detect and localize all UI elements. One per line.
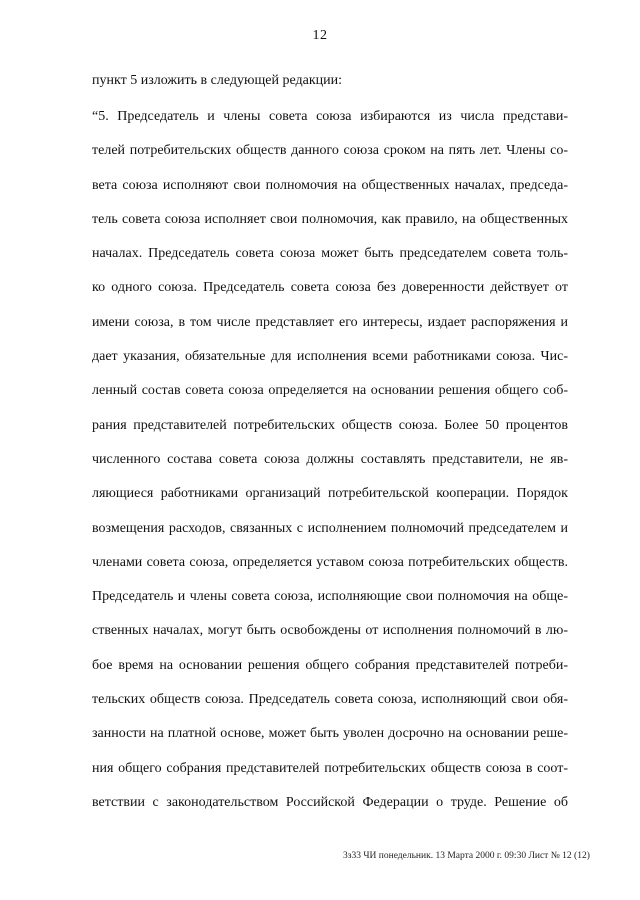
intro-line: пункт 5 изложить в следующей редакции: [92, 73, 342, 88]
text-line: “5. Председатель и члены совета союза избираются из числа представи- [92, 109, 568, 124]
text-line: ния общего собрания представителей потребительских обществ союза в соот- [92, 760, 568, 776]
text-line: вета союза исполняют свои полномочия на общественных началах, председа- [92, 177, 568, 193]
text-line: занности на платной основе, может быть уволен досрочно на основании реше- [92, 726, 568, 742]
paragraph-body [92, 107, 568, 827]
text-line: ветствии с законодательством Российской Федерации о труде. Решение об [92, 794, 568, 810]
text-line: телей потребительских обществ данного союза сроком на пять лет. Члены со- [92, 143, 568, 159]
text-line: тельских обществ союза. Председатель совета союза, исполняющий свои обя- [92, 692, 568, 708]
text-line: дает указания, обязательные для исполнения всеми работниками союза. Чис- [92, 349, 568, 365]
text-line: возмещения расходов, связанных с исполнением полномочий председателем и [92, 520, 568, 536]
page-footer: 3з33 ЧИ понедельник. 13 Марта 2000 г. 09:30 Лист № 12 (12) [343, 851, 590, 861]
text-line: началах. Председатель совета союза может быть председателем совета толь- [92, 246, 568, 262]
text-line: численного состава совета союза должны составлять представители, не яв- [92, 451, 568, 467]
text-line: рания представителей потребительских обществ союза. Более 50 процентов [92, 417, 568, 433]
text-line: ляющиеся работниками организаций потребительской кооперации. Порядок [92, 486, 568, 502]
text-line: членами совета союза, определяется уставом союза потребительских обществ. [92, 554, 568, 570]
text-line: ко одного союза. Председатель совета союза без доверенности действует от [92, 280, 568, 296]
page-number: 12 [312, 28, 328, 43]
text-line: тель совета союза исполняет свои полномочия, как правило, на общественных [92, 211, 568, 227]
text-line: бое время на основании решения общего собрания представителей потреби- [92, 657, 568, 673]
text-line: Председатель и члены совета союза, исполняющие свои полномочия на обще- [92, 589, 568, 605]
text-line: ственных началах, могут быть освобождены от исполнения полномочий в лю- [92, 623, 568, 639]
text-line: имени союза, в том числе представляет его интересы, издает распоряжения и [92, 314, 568, 330]
text-line: ленный состав совета союза определяется на основании решения общего соб- [92, 383, 568, 399]
